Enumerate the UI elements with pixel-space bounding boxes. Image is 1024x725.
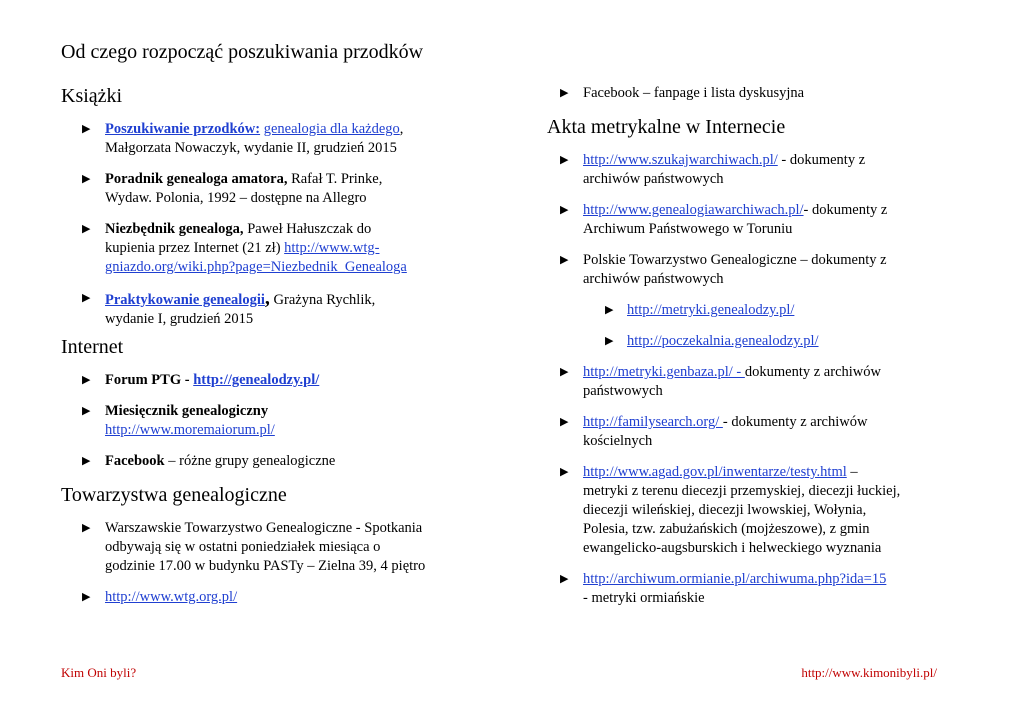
left-column: [61, 84, 471, 619]
bullet-arrow-icon: ▶: [82, 223, 91, 235]
records-list: [547, 151, 947, 608]
list-item: ▶ http://archiwum.ormianie.pl/archiwuma.php?ida=15 - metryki ormiańskie: [560, 571, 887, 606]
bullet-arrow-icon: ▶: [82, 455, 91, 467]
bullet-arrow-icon: ▶: [82, 123, 91, 135]
poczekalnia-genealodzy-link[interactable]: http://poczekalnia.genealodzy.pl/: [627, 333, 819, 349]
right-column: [547, 84, 947, 620]
books-heading: Książki: [61, 85, 123, 107]
list-item: ▶ http://www.agad.gov.pl/inwentarze/testy.html – metryki z terenu diecezji przemyskiej, diecezji łuckiej, diecezji wileńskiej, diecezji lwowskiej, Wołynia, Polesia, tzw. zabużańskich (mojżeszowe), z gmin ewangelicko-augsburskich i helweckiego wyznania: [560, 464, 901, 556]
societies-heading: Towarzystwa genealogiczne: [61, 484, 287, 506]
list-item: ▶ Polskie Towarzystwo Genealogiczne – dokumenty z archiwów państwowych: [560, 252, 887, 287]
list-item: ▶ Poradnik genealoga amatora, Rafał T. Prinke, Wydaw. Polonia, 1992 – dostępne na Allegro: [82, 171, 383, 206]
list-item: ▶ Warszawskie Towarzystwo Genealogiczne - Spotkania odbywają się w ostatni poniedziałek miesiąca o godzinie 17.00 w budynku PASTy – Zielna 39, 4 piętro: [82, 520, 426, 574]
bullet-arrow-icon: ▶: [82, 173, 91, 185]
list-item: ▶ http://www.genealogiawarchiwach.pl/- dokumenty z Archiwum Państwowego w Toruniu: [560, 202, 888, 237]
book-subtitle-link[interactable]: genealogia dla każdego: [263, 121, 400, 137]
book-title-link[interactable]: Poszukiwanie przodków:: [105, 121, 261, 137]
bullet-arrow-icon: ▶: [560, 416, 569, 428]
bullet-arrow-icon: ▶: [82, 405, 91, 417]
list-item: ▶ http://metryki.genbaza.pl/ - dokumenty z archiwów państwowych: [560, 364, 881, 399]
bullet-arrow-icon: ▶: [560, 154, 569, 166]
list-item: ▶ http://www.szukajwarchiwach.pl/ - dokumenty z archiwów państwowych: [560, 152, 866, 187]
list-item: [547, 332, 947, 351]
metryki-genealodzy-link[interactable]: http://metryki.genealodzy.pl/: [627, 302, 795, 318]
familysearch-link[interactable]: http://familysearch.org/: [583, 414, 723, 430]
list-item: ▶ Forum PTG - http://genealodzy.pl/: [82, 372, 320, 388]
bullet-arrow-icon: ▶: [560, 366, 569, 378]
book-details: kupienia przez Internet (21 zł): [105, 240, 281, 256]
genbaza-link[interactable]: http://metryki.genbaza.pl/ -: [583, 364, 745, 380]
footer-site-link[interactable]: http://www.kimonibyli.pl/: [801, 665, 937, 680]
list-item: ▶ Miesięcznik genealogiczny http://www.moremaiorum.pl/: [82, 403, 275, 438]
bullet-arrow-icon: ▶: [605, 335, 614, 347]
magazine-link[interactable]: http://www.moremaiorum.pl/: [105, 422, 275, 438]
book-link[interactable]: http://www.wtg-: [284, 240, 380, 256]
book-title: Niezbędnik genealoga,: [105, 221, 244, 237]
book-details: Małgorzata Nowaczyk, wydanie II, grudzień 2015: [105, 140, 397, 156]
book-title: Poradnik genealoga amatora,: [105, 171, 288, 187]
bullet-arrow-icon: ▶: [82, 522, 91, 534]
societies-list: [61, 519, 471, 607]
book-title-link[interactable]: Praktykowanie genealogii: [105, 292, 265, 308]
bullet-arrow-icon: ▶: [605, 304, 614, 316]
genealogiawarchiwach-link[interactable]: http://www.genealogiawarchiwach.pl/: [583, 202, 804, 218]
bullet-arrow-icon: ▶: [82, 374, 91, 386]
list-item: ▶ Facebook – różne grupy genealogiczne: [82, 453, 336, 469]
page-title: Od czego rozpocząć poszukiwania przodków: [61, 41, 424, 63]
bullet-arrow-icon: ▶: [560, 573, 569, 585]
facebook-list: [547, 84, 947, 103]
wtg-link[interactable]: http://www.wtg.org.pl/: [105, 589, 238, 605]
bullet-arrow-icon: ▶: [82, 591, 91, 603]
list-item: [547, 301, 947, 320]
bullet-arrow-icon: ▶: [560, 204, 569, 216]
list-item: ▶ Poszukiwanie przodków: genealogia dla każdego, Małgorzata Nowaczyk, wydanie II, grudzień 2015: [82, 121, 404, 156]
list-item: [61, 588, 471, 607]
internet-list: [61, 371, 471, 471]
internet-heading: Internet: [61, 336, 124, 358]
bullet-arrow-icon: ▶: [560, 466, 569, 478]
agad-link[interactable]: http://www.agad.gov.pl/inwentarze/testy.html: [583, 464, 847, 480]
szukajwarchiwach-link[interactable]: http://www.szukajwarchiwach.pl/: [583, 152, 778, 168]
book-details: Wydaw. Polonia, 1992 – dostępne na Allegro: [105, 190, 367, 206]
list-item: ▶ Praktykowanie genealogii, Grażyna Rychlik, wydanie I, grudzień 2015: [82, 287, 376, 327]
bullet-arrow-icon: ▶: [560, 254, 569, 266]
bullet-arrow-icon: ▶: [560, 87, 569, 99]
footer-left-text: Kim Oni byli?: [61, 665, 137, 680]
records-heading: Akta metrykalne w Internecie: [547, 116, 786, 138]
book-link-continued[interactable]: gniazdo.org/wiki.php?page=Niezbednik_Genealoga: [105, 259, 407, 275]
list-item: ▶ Niezbędnik genealoga, Paweł Hałuszczak do kupienia przez Internet (21 zł) http://www.wtg- gniazdo.org/wiki.php?page=Niezbednik_Genealoga: [82, 221, 407, 275]
book-details: wydanie I, grudzień 2015: [105, 311, 254, 327]
list-item: ▶ Facebook – fanpage i lista dyskusyjna: [560, 85, 805, 101]
books-list: [61, 120, 471, 329]
list-item: ▶ http://familysearch.org/ - dokumenty z archiwów kościelnych: [560, 414, 868, 449]
forum-link[interactable]: http://genealodzy.pl/: [193, 372, 320, 388]
bullet-arrow-icon: ▶: [82, 292, 91, 304]
ormianie-link[interactable]: http://archiwum.ormianie.pl/archiwuma.php?ida=15: [583, 571, 887, 587]
